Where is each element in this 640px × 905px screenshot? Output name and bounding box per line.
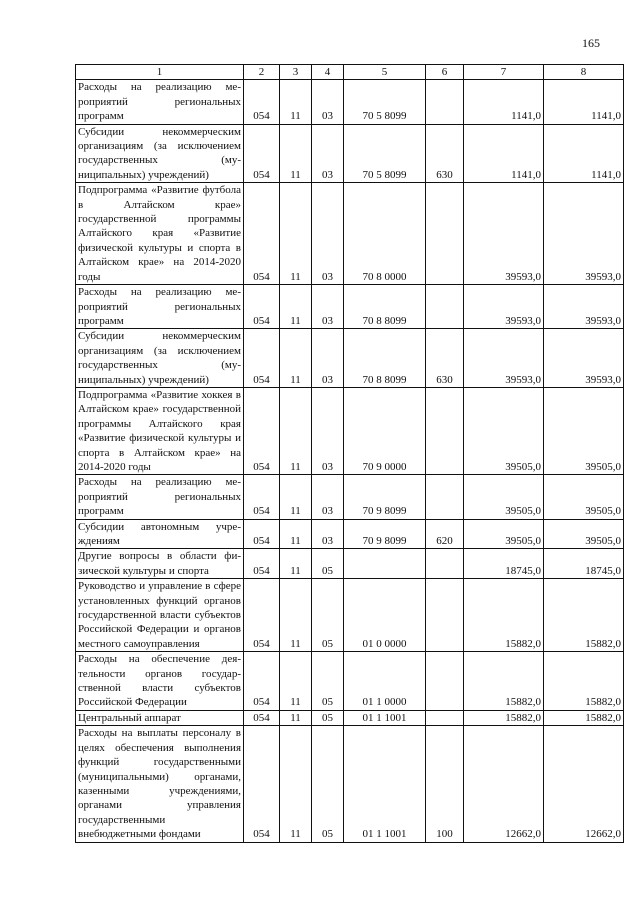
ministry-code-cell: 054 (244, 475, 280, 519)
row-name-cell: Центральный аппарат (76, 710, 244, 725)
row-name-cell: Подпрограмма «Развитие хоккея в Алтайском крае» государственной программы Алтайского края «Развитие физической культуры и спорта в Алтайском крае» на 2014-2020 годы (76, 387, 244, 474)
target-article-cell: 70 8 8099 (344, 329, 426, 388)
row-name-cell: Расходы на выплаты персоналу в целях обеспечения выполнения функций государственными (муниципальными) органами, казенными учреждениями, органами управления государственными внебюджетными фондами (76, 726, 244, 842)
amount-cell: 39505,0 (544, 387, 624, 474)
ministry-code-cell: 054 (244, 652, 280, 711)
target-article-cell: 70 5 8099 (344, 124, 426, 183)
amount-cell: 15882,0 (464, 579, 544, 652)
section-cell: 11 (280, 652, 312, 711)
amount-cell: 39593,0 (544, 329, 624, 388)
ministry-code-cell: 054 (244, 124, 280, 183)
page-number: 165 (582, 36, 600, 50)
column-header: 1 (76, 65, 244, 80)
amount-cell: 1141,0 (544, 124, 624, 183)
column-header: 8 (544, 65, 624, 80)
section-cell: 11 (280, 475, 312, 519)
section-cell: 11 (280, 285, 312, 329)
amount-cell: 15882,0 (464, 710, 544, 725)
table-row (76, 80, 624, 124)
row-name-cell: Расходы на реализацию мероприятий региональных программ (76, 80, 244, 124)
section-cell: 11 (280, 710, 312, 725)
subsection-cell: 05 (312, 726, 344, 842)
table-row (76, 710, 624, 725)
amount-cell: 39593,0 (464, 329, 544, 388)
amount-cell: 12662,0 (544, 726, 624, 842)
section-cell: 11 (280, 183, 312, 285)
table-row (76, 124, 624, 183)
ministry-code-cell: 054 (244, 329, 280, 388)
amount-cell: 39505,0 (544, 519, 624, 549)
subsection-cell: 05 (312, 579, 344, 652)
column-header: 7 (464, 65, 544, 80)
ministry-code-cell: 054 (244, 80, 280, 124)
expense-type-cell (426, 285, 464, 329)
subsection-cell: 03 (312, 475, 344, 519)
table-row (76, 579, 624, 652)
column-header: 6 (426, 65, 464, 80)
ministry-code-cell: 054 (244, 549, 280, 579)
amount-cell: 39593,0 (464, 285, 544, 329)
amount-cell: 18745,0 (464, 549, 544, 579)
expense-type-cell (426, 183, 464, 285)
target-article-cell (344, 549, 426, 579)
section-cell: 11 (280, 80, 312, 124)
expense-type-cell (426, 475, 464, 519)
expense-type-cell: 630 (426, 124, 464, 183)
amount-cell: 1141,0 (464, 80, 544, 124)
section-cell: 11 (280, 329, 312, 388)
row-name-cell: Расходы на реализацию мероприятий региональных программ (76, 285, 244, 329)
subsection-cell: 03 (312, 285, 344, 329)
table-row (76, 183, 624, 285)
subsection-cell: 03 (312, 329, 344, 388)
row-name-cell: Подпрограмма «Развитие футбола в Алтайском крае» государственной программы Алтайского края «Развитие физической культуры и спорта в Алтайском крае» на 2014-2020 годы (76, 183, 244, 285)
table-row (76, 475, 624, 519)
expense-type-cell (426, 549, 464, 579)
ministry-code-cell: 054 (244, 726, 280, 842)
column-header: 4 (312, 65, 344, 80)
row-name-cell: Субсидии некоммерческим организациям (за исключением государственных (муниципальных) учреждений) (76, 124, 244, 183)
table-row (76, 519, 624, 549)
target-article-cell: 70 9 8099 (344, 475, 426, 519)
column-header: 2 (244, 65, 280, 80)
target-article-cell: 01 1 1001 (344, 726, 426, 842)
amount-cell: 18745,0 (544, 549, 624, 579)
section-cell: 11 (280, 726, 312, 842)
target-article-cell: 01 1 1001 (344, 710, 426, 725)
amount-cell: 39593,0 (464, 183, 544, 285)
amount-cell: 39505,0 (544, 475, 624, 519)
amount-cell: 15882,0 (464, 652, 544, 711)
expense-type-cell: 630 (426, 329, 464, 388)
ministry-code-cell: 054 (244, 519, 280, 549)
row-name-cell: Расходы на реализацию мероприятий региональных программ (76, 475, 244, 519)
budget-table (75, 64, 624, 843)
section-cell: 11 (280, 387, 312, 474)
ministry-code-cell: 054 (244, 285, 280, 329)
subsection-cell: 05 (312, 549, 344, 579)
subsection-cell: 03 (312, 183, 344, 285)
subsection-cell: 03 (312, 387, 344, 474)
amount-cell: 39505,0 (464, 387, 544, 474)
target-article-cell: 01 1 0000 (344, 652, 426, 711)
row-name-cell: Руководство и управление в сфере установленных функций органов государственной власти субъектов Российской Федерации и органов местного самоуправления (76, 579, 244, 652)
expense-type-cell (426, 710, 464, 725)
amount-cell: 15882,0 (544, 652, 624, 711)
expense-type-cell (426, 579, 464, 652)
table-row (76, 726, 624, 842)
expense-type-cell: 100 (426, 726, 464, 842)
table-row (76, 285, 624, 329)
section-cell: 11 (280, 124, 312, 183)
amount-cell: 1141,0 (544, 80, 624, 124)
subsection-cell: 03 (312, 519, 344, 549)
expense-type-cell (426, 387, 464, 474)
subsection-cell: 05 (312, 710, 344, 725)
column-header: 5 (344, 65, 426, 80)
table-row (76, 387, 624, 474)
ministry-code-cell: 054 (244, 183, 280, 285)
subsection-cell: 05 (312, 652, 344, 711)
column-header: 3 (280, 65, 312, 80)
expense-type-cell (426, 652, 464, 711)
table-header-row (76, 65, 624, 80)
expense-type-cell (426, 80, 464, 124)
target-article-cell: 70 9 0000 (344, 387, 426, 474)
amount-cell: 39593,0 (544, 183, 624, 285)
section-cell: 11 (280, 549, 312, 579)
row-name-cell: Другие вопросы в области физической культуры и спорта (76, 549, 244, 579)
subsection-cell: 03 (312, 80, 344, 124)
amount-cell: 15882,0 (544, 579, 624, 652)
row-name-cell: Субсидии автономным учреждениям (76, 519, 244, 549)
ministry-code-cell: 054 (244, 387, 280, 474)
amount-cell: 39505,0 (464, 519, 544, 549)
row-name-cell: Расходы на обеспечение деятельности органов государственной власти субъектов Российской Федерации (76, 652, 244, 711)
target-article-cell: 70 9 8099 (344, 519, 426, 549)
table-row (76, 549, 624, 579)
section-cell: 11 (280, 579, 312, 652)
section-cell: 11 (280, 519, 312, 549)
target-article-cell: 70 5 8099 (344, 80, 426, 124)
expense-type-cell: 620 (426, 519, 464, 549)
amount-cell: 12662,0 (464, 726, 544, 842)
amount-cell: 39593,0 (544, 285, 624, 329)
target-article-cell: 70 8 0000 (344, 183, 426, 285)
table-row (76, 329, 624, 388)
ministry-code-cell: 054 (244, 710, 280, 725)
row-name-cell: Субсидии некоммерческим организациям (за исключением государственных (муниципальных) учреждений) (76, 329, 244, 388)
amount-cell: 15882,0 (544, 710, 624, 725)
ministry-code-cell: 054 (244, 579, 280, 652)
target-article-cell: 70 8 8099 (344, 285, 426, 329)
amount-cell: 1141,0 (464, 124, 544, 183)
subsection-cell: 03 (312, 124, 344, 183)
table-row (76, 652, 624, 711)
target-article-cell: 01 0 0000 (344, 579, 426, 652)
amount-cell: 39505,0 (464, 475, 544, 519)
